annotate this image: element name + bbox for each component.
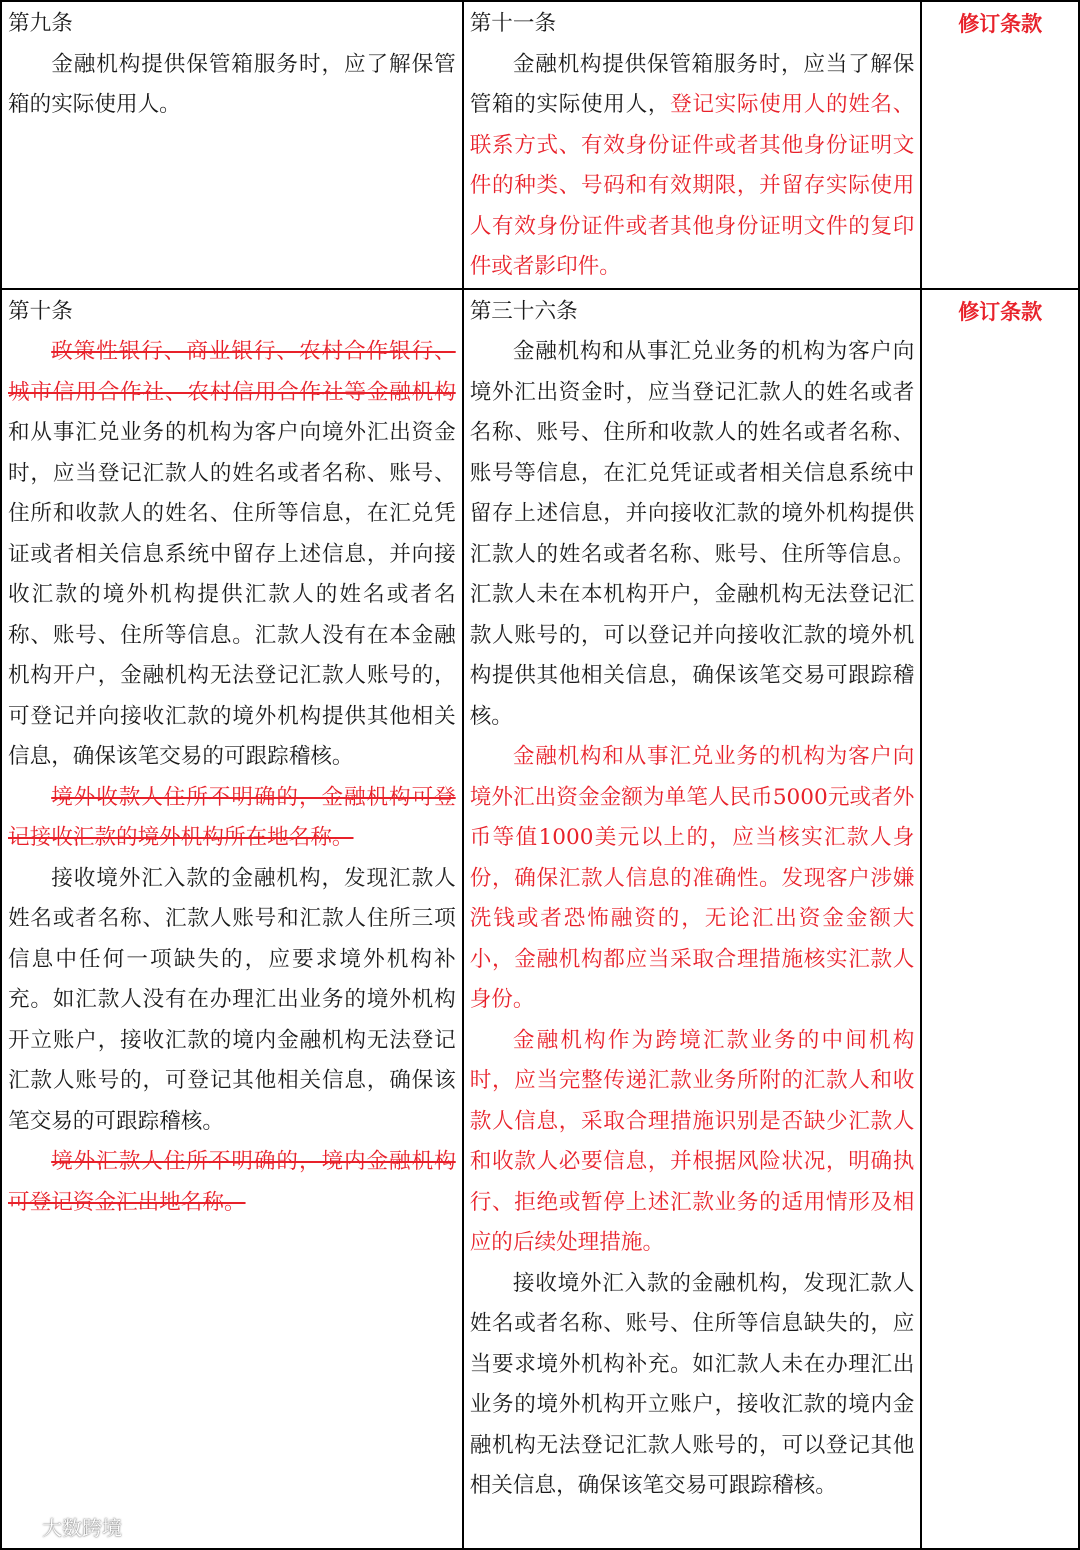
article-paragraph <box>470 1264 915 1507</box>
old-article-cell <box>1 1 463 289</box>
new-article-cell <box>463 1 922 289</box>
note-cell <box>921 289 1079 1549</box>
old-article-cell <box>1 289 463 1549</box>
paragraph-text: 金融机构和从事汇兑业务的机构为客户向境外汇出资金时，应当登记汇款人的姓名或者名称、账号、住所和收款人的姓名或者名称、账号等信息，在汇兑凭证或者相关信息系统中留存上述信息，并向接收汇款的境外机构提供汇款人的姓名或者名称、账号、住所等信息。汇款人未在本机构开户，金融机构无法登记汇款人账号的，可以登记并向接收汇款的境外机构提供其他相关信息，确保该笔交易可跟踪稽核。 <box>469 339 915 729</box>
article-paragraph <box>470 1021 915 1264</box>
article-paragraph <box>8 1142 456 1223</box>
paragraph-text: 接收境外汇入款的金融机构，发现汇款人姓名或者名称、账号、住所等信息缺失的，应当要求境外机构补充。如汇款人未在办理汇出业务的境外机构开立账户，接收汇款的境内金融机构无法登记汇款人账号的，可以登记其他相关信息，确保该笔交易可跟踪稽核。 <box>469 1270 915 1498</box>
paragraph-text: 金融机构提供保管箱服务时，应当了解保管箱的实际使用人， <box>469 51 915 117</box>
note-cell <box>921 1 1079 289</box>
chat-bubble-logo-icon <box>8 1513 38 1539</box>
added-text: 金融机构和从事汇兑业务的机构为客户向境外汇出资金金额为单笔人民币5000元或者外币等值1000美元以上的，应当核实汇款人身份，确保汇款人信息的准确性。发现客户涉嫌洗钱或者恐怖融资的，无论汇出资金金额大小，金融机构都应当采取合理措施核实汇款人身份。 <box>469 744 915 1012</box>
added-text: 登记实际使用人的姓名、联系方式、有效身份证件或者其他身份证明文件的种类、号码和有效期限，并留存实际使用人有效身份证件或者其他身份证明文件的复印件或者影印件。 <box>469 92 915 279</box>
watermark-text: 大数跨境 <box>42 1515 122 1540</box>
article-paragraph <box>8 332 456 778</box>
revision-note: 修订条款 <box>958 299 1043 324</box>
paragraph-text: 金融机构提供保管箱服务时，应了解保管箱的实际使用人。 <box>8 51 456 117</box>
article-paragraph <box>470 45 915 288</box>
article-paragraph <box>470 332 915 737</box>
article-paragraph <box>8 859 456 1143</box>
table-row <box>1 289 1079 1549</box>
article-paragraph <box>470 737 915 1021</box>
article-title: 第十条 <box>8 298 73 324</box>
added-text: 金融机构作为跨境汇款业务的中间机构时，应当完整传递汇款业务所附的汇款人和收款人信息，采取合理措施识别是否缺少汇款人和收款人必要信息，并根据风险状况，明确执行、拒绝或暂停上述汇款业务的适用情形及相应的后续处理措施。 <box>469 1027 915 1255</box>
revision-note: 修订条款 <box>958 12 1043 36</box>
article-body <box>8 332 456 1223</box>
article-paragraph <box>8 778 456 859</box>
table-row <box>1 1 1079 289</box>
article-body <box>470 332 915 1507</box>
article-title: 第九条 <box>8 11 73 36</box>
deleted-text: 政策性银行、商业银行、农村合作银行、城市信用合作社、农村信用合作社等金融机构 <box>8 339 456 405</box>
deleted-text: 境外收款人住所不明确的，金融机构可登记接收汇款的境外机构所在地名称。 <box>8 784 456 850</box>
watermark <box>8 1510 122 1542</box>
article-paragraph <box>8 45 456 126</box>
article-title: 第十一条 <box>469 11 557 36</box>
paragraph-text: 和从事汇兑业务的机构为客户向境外汇出资金时，应当登记汇款人的姓名或者名称、账号、住所和收款人的姓名、住所等信息，在汇兑凭证或者相关信息系统中留存上述信息，并向接收汇款的境外机构提供汇款人的姓名或者名称、账号、住所等信息。汇款人没有在本金融机构开户，金融机构无法登记汇款人账号的，可登记并向接收汇款的境外机构提供其他相关信息，确保该笔交易的可跟踪稽核。 <box>8 420 456 769</box>
article-title: 第三十六条 <box>469 298 578 324</box>
paragraph-text: 接收境外汇入款的金融机构，发现汇款人姓名或者名称、汇款人账号和汇款人住所三项信息中任何一项缺失的，应要求境外机构补充。如汇款人没有在办理汇出业务的境外机构开立账户，接收汇款的境内金融机构无法登记汇款人账号的，可登记其他相关信息，确保该笔交易的可跟踪稽核。 <box>8 865 456 1134</box>
article-body <box>8 45 456 126</box>
deleted-text: 境外汇款人住所不明确的，境内金融机构可登记资金汇出地名称。 <box>8 1149 456 1215</box>
new-article-cell <box>463 289 922 1549</box>
article-body <box>470 45 915 288</box>
